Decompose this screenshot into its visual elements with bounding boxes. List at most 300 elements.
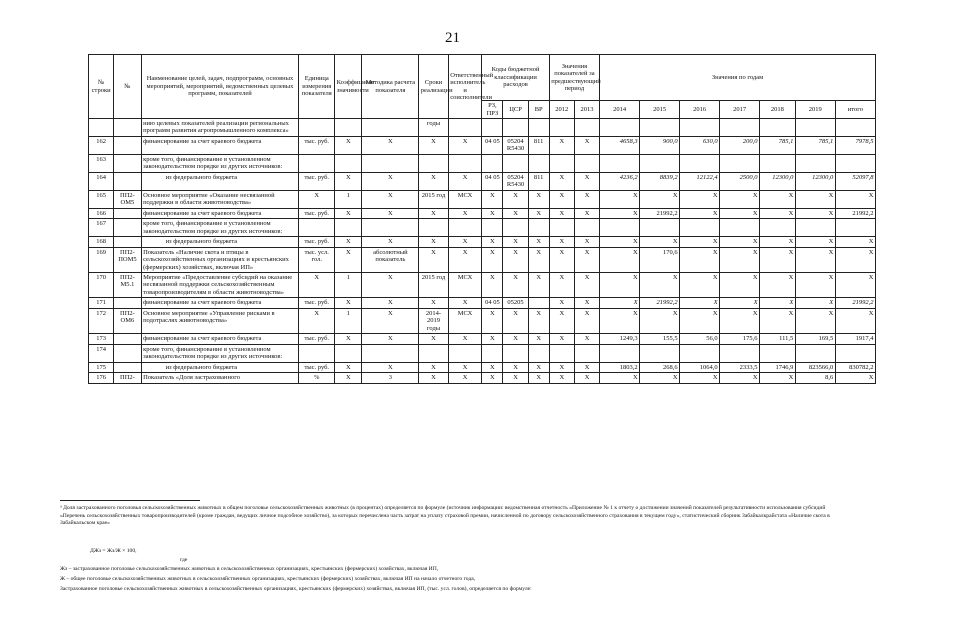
cell-rz: X [482,247,503,272]
cell-resp: X [448,172,482,190]
cell-y15: X [640,272,680,297]
cell-vr [528,298,549,308]
cell-csr: X [503,190,528,208]
cell-p12: X [549,308,574,333]
cell-name: кроме того, финансирование в установленном законодательством порядке из других источников: [141,344,299,362]
cell-vr [528,219,549,237]
cell-y17 [720,154,760,172]
cell-csr [503,119,528,137]
cell-p13: X [574,362,599,372]
cell-rz: X [482,334,503,344]
cell-rz: X [482,362,503,372]
cell-code: ПП2-ПОМ5 [114,247,141,272]
cell-coef [335,344,362,362]
cell-y15: 21992,2 [640,298,680,308]
cell-method: X [362,308,419,333]
cell-p12: X [549,247,574,272]
table-row [89,308,876,333]
cell-y16 [680,154,720,172]
cell-vr [528,119,549,137]
cell-y15: X [640,373,680,383]
cell-unit: тыс. усл. гол. [299,247,335,272]
cell-terms: 2015 год [419,272,448,297]
col-2019: 2019 [795,101,835,119]
cell-resp [448,219,482,237]
cell-coef: X [335,373,362,383]
cell-y18: X [760,208,796,218]
cell-p13: X [574,172,599,190]
cell-rz: 04 05 [482,298,503,308]
cell-y17 [720,119,760,137]
cell-y18: X [760,190,796,208]
col-csr: ЦСР [503,101,528,119]
cell-terms: X [419,334,448,344]
cell-unit: тыс. руб. [299,362,335,372]
cell-terms: 2014-2019 годы [419,308,448,333]
col-rz: РЗ, ПРЗ [482,101,503,119]
cell-tot: X [835,308,875,333]
cell-vr: X [528,190,549,208]
cell-method: X [362,172,419,190]
footnote-line-3: Застрахованное поголовье сельскохозяйственных животных в сельскохозяйственных организациях, крестьянских (фермерских) хозяйствах, включая ИП, (тыс. усл. голов), определяется по формуле: [60,586,532,592]
cell-p12: X [549,334,574,344]
cell-coef: X [335,172,362,190]
cell-csr: X [503,272,528,297]
cell-unit: X [299,190,335,208]
cell-unit: тыс. руб. [299,136,335,154]
footnote-line-1: Жз – застрахованное поголовье сельскохозяйственных животных в сельскохозяйственных организациях, крестьянских (фермерских) хозяйствах, включая ИП, [60,566,439,572]
cell-p13: X [574,308,599,333]
cell-y15: 8839,2 [640,172,680,190]
cell-code [114,119,141,137]
cell-n: 175 [89,362,114,372]
cell-code: ПП2-ОМ6 [114,308,141,333]
cell-y19: 823566,0 [795,362,835,372]
cell-code [114,237,141,247]
cell-y15: 170,6 [640,247,680,272]
cell-y15: 900,0 [640,136,680,154]
cell-csr: X [503,208,528,218]
cell-code [114,154,141,172]
cell-y19 [795,219,835,237]
col-2015: 2015 [640,101,680,119]
cell-csr: 05204 R5430 [503,172,528,190]
cell-coef: X [335,208,362,218]
cell-y16 [680,119,720,137]
cell-coef: X [335,362,362,372]
cell-y17: 2500,0 [720,172,760,190]
cell-y19: 785,1 [795,136,835,154]
cell-coef [335,154,362,172]
cell-name: финансирование за счет краевого бюджета [141,298,299,308]
cell-vr: 811 [528,136,549,154]
cell-y14: X [600,208,640,218]
cell-code [114,172,141,190]
table-row [89,136,876,154]
cell-y15: X [640,237,680,247]
col-2012: 2012 [549,101,574,119]
cell-y19: X [795,272,835,297]
cell-p13 [574,219,599,237]
cell-terms: 2015 год [419,190,448,208]
cell-tot: X [835,373,875,383]
cell-p12 [549,119,574,137]
cell-resp [448,154,482,172]
cell-vr: X [528,362,549,372]
cell-vr: X [528,373,549,383]
col-vr: ВР [528,101,549,119]
cell-code [114,298,141,308]
table-header [89,55,876,119]
cell-method: абсолютный показатель [362,247,419,272]
cell-name: кроме того, финансирование в установленном законодательством порядке из других источников: [141,154,299,172]
col-row-number: № строки [89,55,114,119]
cell-p12 [549,219,574,237]
cell-y17: X [720,247,760,272]
cell-unit: % [299,373,335,383]
cell-n: 173 [89,334,114,344]
cell-y17: X [720,373,760,383]
cell-csr: X [503,247,528,272]
cell-n: 170 [89,272,114,297]
cell-resp: X [448,362,482,372]
cell-y14 [600,219,640,237]
cell-y18: 111,5 [760,334,796,344]
cell-y14 [600,344,640,362]
cell-p12 [549,154,574,172]
cell-n: 176 [89,373,114,383]
table-row [89,362,876,372]
cell-y18: 1746,9 [760,362,796,372]
col-code: № [114,55,141,119]
col-responsible: Ответственный исполнитель и соисполнители [448,55,482,119]
cell-terms: X [419,362,448,372]
cell-code: ПП2-М5.1 [114,272,141,297]
cell-resp: МСХ [448,190,482,208]
cell-name: финансирование за счет краевого бюджета [141,136,299,154]
cell-y15: 155,5 [640,334,680,344]
cell-vr: X [528,237,549,247]
cell-y19: X [795,298,835,308]
col-method: Методика расчета показателя [362,55,419,119]
cell-p13: X [574,373,599,383]
col-2013: 2013 [574,101,599,119]
cell-csr: X [503,373,528,383]
cell-terms [419,154,448,172]
cell-y16 [680,344,720,362]
cell-y17: X [720,208,760,218]
cell-y19: 169,5 [795,334,835,344]
cell-y19 [795,344,835,362]
cell-n: 166 [89,208,114,218]
cell-y17: X [720,237,760,247]
cell-resp: МСХ [448,308,482,333]
cell-y14 [600,119,640,137]
table-row [89,272,876,297]
cell-code [114,136,141,154]
cell-p13: X [574,136,599,154]
cell-y14: 1803,2 [600,362,640,372]
cell-y16: 630,0 [680,136,720,154]
cell-csr [503,219,528,237]
cell-resp: X [448,298,482,308]
cell-y18: 12300,0 [760,172,796,190]
cell-y19: X [795,190,835,208]
cell-rz: X [482,373,503,383]
cell-csr: X [503,237,528,247]
cell-resp [448,344,482,362]
cell-tot: X [835,272,875,297]
cell-n: 172 [89,308,114,333]
cell-rz: X [482,208,503,218]
cell-tot [835,219,875,237]
table-row [89,119,876,137]
cell-rz: 04 05 [482,136,503,154]
cell-resp: МСХ [448,272,482,297]
footnote-where: где [180,557,188,563]
cell-name: из федерального бюджета [141,362,299,372]
cell-coef: 1 [335,190,362,208]
cell-y17 [720,219,760,237]
table-row [89,219,876,237]
cell-code [114,208,141,218]
page-number: 21 [445,30,460,46]
cell-y17: X [720,272,760,297]
cell-y17: X [720,298,760,308]
cell-resp: X [448,247,482,272]
table-row [89,154,876,172]
cell-terms: X [419,172,448,190]
cell-terms: X [419,136,448,154]
cell-name: из федерального бюджета [141,172,299,190]
table-row [89,237,876,247]
cell-coef: X [335,298,362,308]
cell-y15 [640,344,680,362]
cell-p12: X [549,362,574,372]
cell-tot [835,154,875,172]
cell-csr: X [503,308,528,333]
cell-tot [835,344,875,362]
cell-y16 [680,219,720,237]
cell-unit: тыс. руб. [299,334,335,344]
cell-resp: X [448,237,482,247]
cell-y17: X [720,308,760,333]
cell-coef: X [335,136,362,154]
cell-name: из федерального бюджета [141,237,299,247]
cell-p12 [549,344,574,362]
cell-y14: X [600,272,640,297]
cell-y16: X [680,208,720,218]
cell-rz [482,344,503,362]
cell-resp: X [448,373,482,383]
cell-code: ПП2- [114,373,141,383]
cell-y18: X [760,247,796,272]
cell-y14 [600,154,640,172]
cell-vr: X [528,308,549,333]
cell-y14: 4236,2 [600,172,640,190]
table-row [89,334,876,344]
cell-unit: тыс. руб. [299,298,335,308]
cell-method: X [362,190,419,208]
cell-y17: 175,6 [720,334,760,344]
cell-method [362,344,419,362]
cell-n: 165 [89,190,114,208]
cell-unit: тыс. руб. [299,208,335,218]
col-years: Значения по годам [600,55,876,101]
cell-n: 167 [89,219,114,237]
footnote-main: ³ Доля застрахованного поголовья сельскохозяйственных животных в общем поголовье сельскохозяйственных животных (в процентах) определяется по формуле (источник информации: ведомственная отчетность «Приложение № 1 к отчету о достижении значений показателей результативности использования субсидий «Перечень сельскохозяйственных товаропроизводителей (кроме граждан, ведущих личное подсобное хозяйство), за которых перечислена часть затрат на уплату страховой премии, начисленной по договору сельскохозяйственного страхования в текущем году», статистический сборник Забайкалкрайстата «Наличие скота в Забайкальском крае» [60,505,830,527]
cell-csr [503,154,528,172]
cell-rz [482,119,503,137]
cell-terms: X [419,373,448,383]
cell-p13 [574,154,599,172]
cell-y19: 12300,0 [795,172,835,190]
cell-p13: X [574,272,599,297]
cell-n: 168 [89,237,114,247]
cell-tot: 21992,2 [835,208,875,218]
cell-tot: X [835,247,875,272]
cell-y19: 8,6 [795,373,835,383]
cell-y14: X [600,308,640,333]
cell-y17: 2333,5 [720,362,760,372]
cell-unit: тыс. руб. [299,237,335,247]
cell-tot: X [835,237,875,247]
cell-y14: X [600,237,640,247]
footnote-formula: ДЖз = Жз/Ж × 100, [90,548,137,554]
col-name: Наименование целей, задач, подпрограмм, основных мероприятий, мероприятий, ведомственных целевых программ, показателей [141,55,299,119]
cell-y14: X [600,190,640,208]
cell-code [114,362,141,372]
cell-y16: X [680,247,720,272]
cell-y18: X [760,298,796,308]
cell-p13 [574,344,599,362]
col-2016: 2016 [680,101,720,119]
cell-name: финансирование за счет краевого бюджета [141,208,299,218]
col-terms: Сроки реализации [419,55,448,119]
cell-p13: X [574,334,599,344]
cell-coef: X [335,334,362,344]
cell-y17 [720,344,760,362]
cell-y16: X [680,272,720,297]
cell-y15 [640,219,680,237]
cell-terms: X [419,298,448,308]
cell-coef: X [335,237,362,247]
cell-y16: X [680,237,720,247]
cell-csr: 05204 R5430 [503,136,528,154]
table-body [89,119,876,384]
cell-vr: 811 [528,172,549,190]
cell-p13: X [574,208,599,218]
cell-name: финансирование за счет краевого бюджета [141,334,299,344]
cell-n: 169 [89,247,114,272]
cell-code: ПП2-ОМ5 [114,190,141,208]
cell-terms: годы [419,119,448,137]
col-unit: Единица измерения показателя [299,55,335,119]
cell-y14: X [600,373,640,383]
cell-csr: 05205 [503,298,528,308]
col-2017: 2017 [720,101,760,119]
cell-csr: X [503,362,528,372]
cell-unit: тыс. руб. [299,172,335,190]
cell-n: 164 [89,172,114,190]
cell-y16: 12122,4 [680,172,720,190]
cell-code [114,344,141,362]
cell-y14: X [600,298,640,308]
cell-y18: X [760,373,796,383]
cell-unit [299,154,335,172]
cell-y19: X [795,308,835,333]
cell-y14: 1249,3 [600,334,640,344]
cell-coef: 1 [335,308,362,333]
cell-rz [482,219,503,237]
cell-y16: X [680,308,720,333]
cell-p12: X [549,298,574,308]
cell-n: 174 [89,344,114,362]
cell-y18 [760,119,796,137]
table-row [89,373,876,383]
cell-y16: 56,0 [680,334,720,344]
cell-vr [528,344,549,362]
cell-method: X [362,136,419,154]
cell-p12: X [549,272,574,297]
cell-tot [835,119,875,137]
cell-tot: 21992,2 [835,298,875,308]
cell-rz: 04 05 [482,172,503,190]
cell-name: Показатель «Доля застрахованного [141,373,299,383]
cell-y14: X [600,247,640,272]
cell-code [114,334,141,344]
cell-y18: X [760,237,796,247]
cell-y15: 268,6 [640,362,680,372]
cell-method: X [362,334,419,344]
cell-method: X [362,272,419,297]
cell-vr [528,154,549,172]
cell-terms [419,344,448,362]
cell-y18: X [760,272,796,297]
cell-unit [299,219,335,237]
cell-vr: X [528,272,549,297]
cell-resp [448,119,482,137]
cell-y16: X [680,298,720,308]
cell-rz: X [482,272,503,297]
cell-coef: 1 [335,272,362,297]
cell-method: X [362,237,419,247]
cell-n [89,119,114,137]
col-prev-period: Значения показателей за предшествующий период [549,55,599,101]
cell-p12: X [549,208,574,218]
cell-y15 [640,119,680,137]
cell-y14: 4658,3 [600,136,640,154]
cell-y16: 1064,0 [680,362,720,372]
cell-method [362,119,419,137]
cell-csr [503,344,528,362]
cell-coef: X [335,247,362,272]
cell-y15 [640,154,680,172]
cell-y17: 200,0 [720,136,760,154]
col-2018: 2018 [760,101,796,119]
cell-y18: X [760,308,796,333]
table-row [89,190,876,208]
cell-y18 [760,219,796,237]
cell-tot: 7978,5 [835,136,875,154]
cell-y16: X [680,373,720,383]
cell-p12: X [549,172,574,190]
cell-resp: X [448,136,482,154]
cell-y19: X [795,247,835,272]
cell-vr: X [528,334,549,344]
cell-tot: 830782,2 [835,362,875,372]
cell-p13: X [574,190,599,208]
